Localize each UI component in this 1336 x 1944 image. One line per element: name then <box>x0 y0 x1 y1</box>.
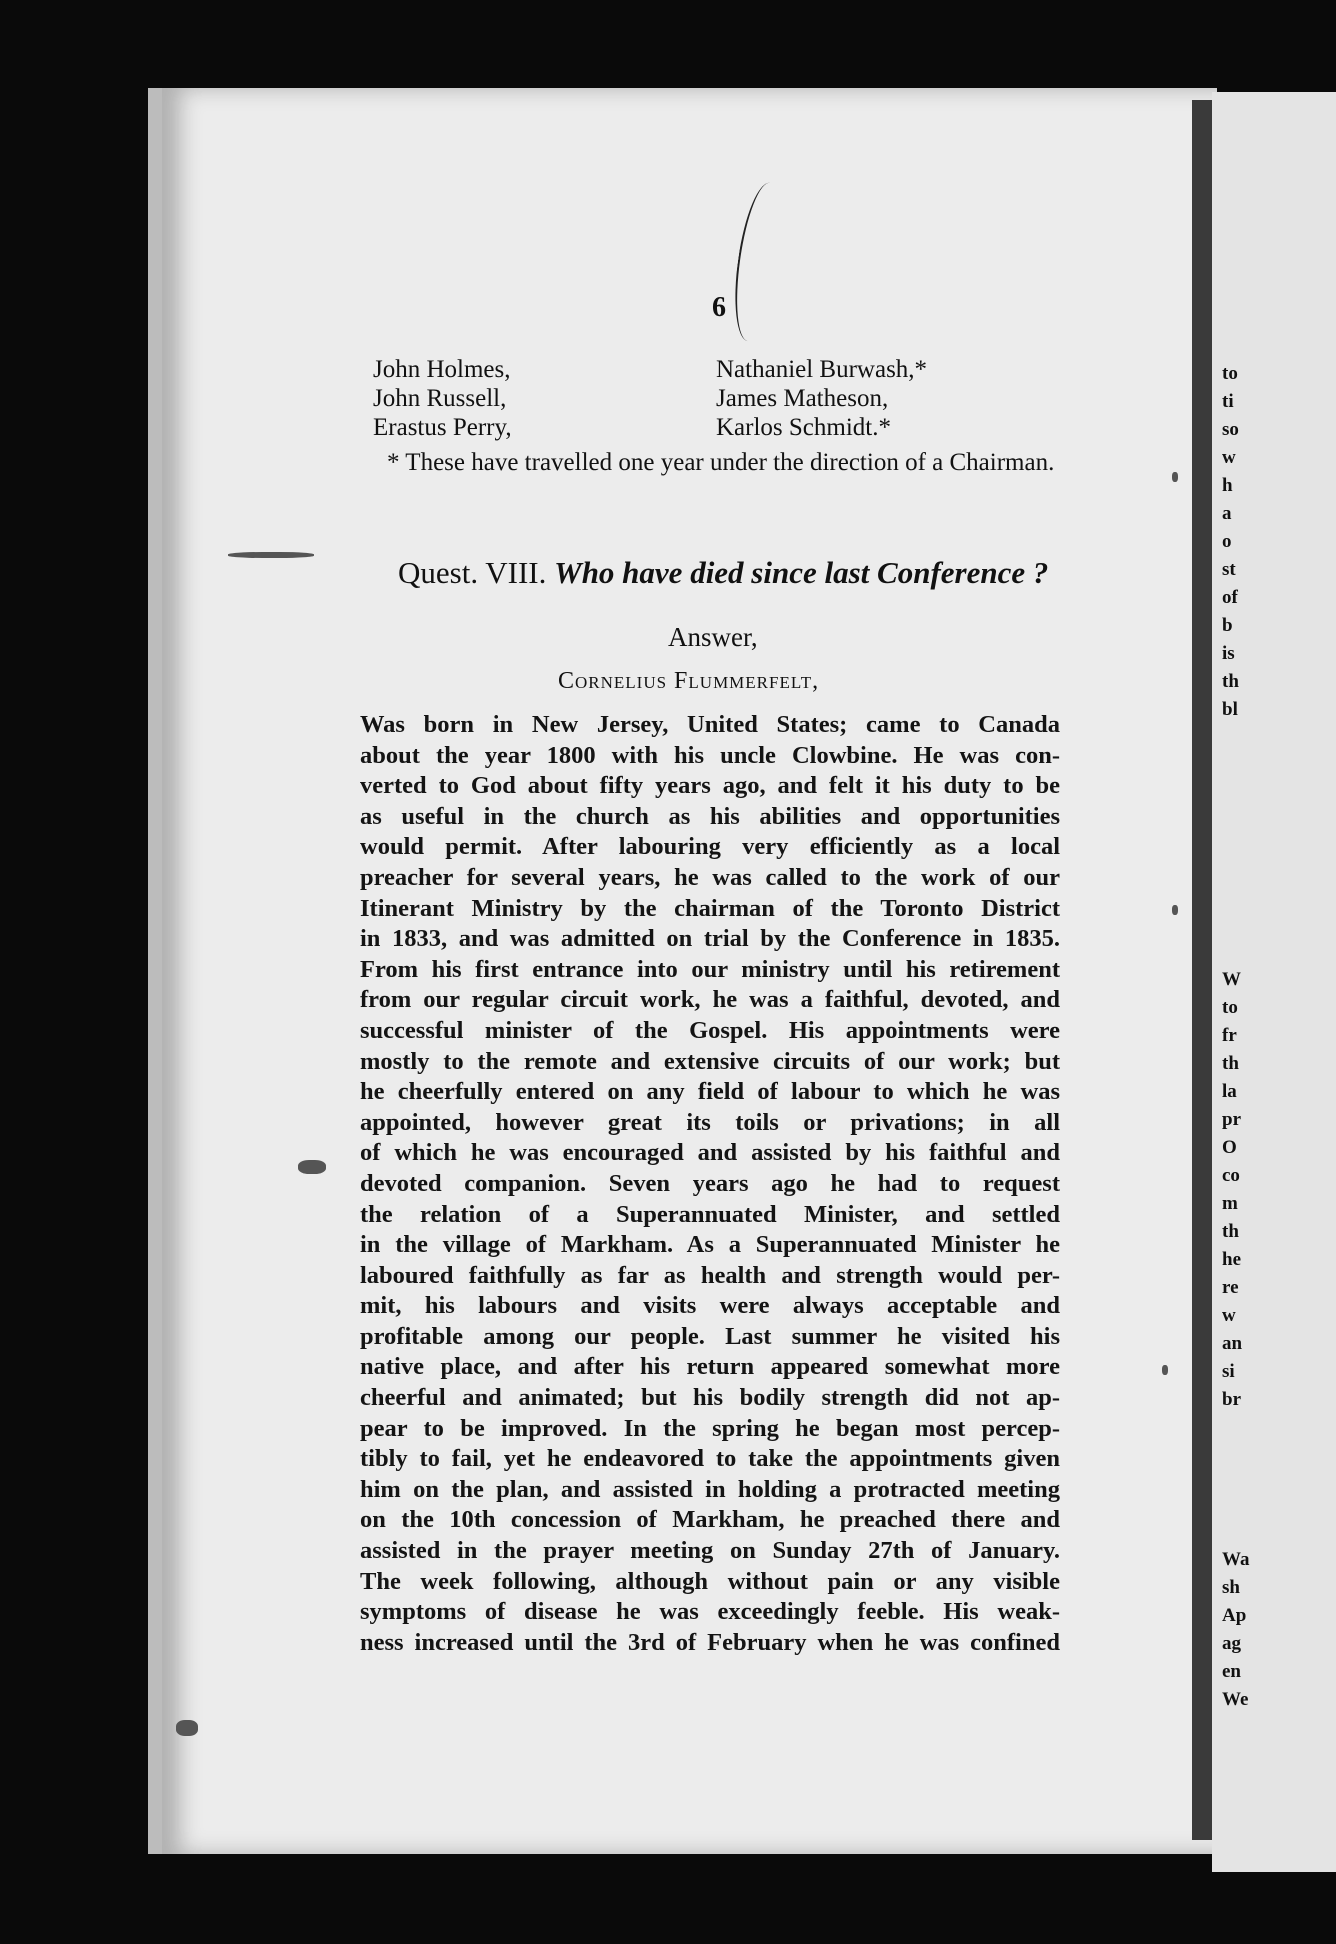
body-line: pear to be improved. In the spring he began most percep- <box>360 1414 1060 1442</box>
body-line: From his first entrance into our ministry until his retirement <box>360 955 1060 983</box>
footnote: * These have travelled one year under the direction of a Chairman. <box>387 449 1055 476</box>
adjacent-page-text: re <box>1222 1277 1239 1298</box>
names-left-column <box>373 355 512 442</box>
body-line: cheerful and animated; but his bodily strength did not ap- <box>360 1384 1060 1412</box>
page-gutter <box>1192 100 1212 1840</box>
body-line: Itinerant Ministry by the chairman of the Toronto District <box>360 894 1060 922</box>
body-line: successful minister of the Gospel. His appointments were <box>360 1016 1060 1044</box>
adjacent-page-text: m <box>1222 1193 1238 1214</box>
adjacent-page-text: We <box>1222 1689 1249 1710</box>
adjacent-page-text: w <box>1222 447 1236 468</box>
body-line: mit, his labours and visits were always acceptable and <box>360 1292 1060 1320</box>
adjacent-page-text: th <box>1222 1053 1239 1074</box>
name-entry: James Matheson, <box>716 385 889 412</box>
adjacent-page-text: bl <box>1222 699 1238 720</box>
body-line: him on the plan, and assisted in holding a protracted meeting <box>360 1475 1060 1503</box>
adjacent-page-text: O <box>1222 1137 1237 1158</box>
body-line: devoted companion. Seven years ago he had to request <box>360 1169 1060 1197</box>
question-text: Who have died since last Conference ? <box>554 555 1049 590</box>
body-line: The week following, although without pain or any visible <box>360 1567 1060 1595</box>
ink-smudge <box>176 1720 198 1736</box>
adjacent-page-text: la <box>1222 1081 1237 1102</box>
ink-smudge <box>1172 905 1178 915</box>
ink-smudge <box>298 1160 326 1174</box>
body-line: would permit. After labouring very efficiently as a local <box>360 833 1060 861</box>
adjacent-page-text: Ap <box>1222 1605 1247 1626</box>
body-line: of which he was encouraged and assisted by his faithful and <box>360 1139 1060 1167</box>
adjacent-page-text: h <box>1222 475 1233 496</box>
adjacent-page-text: pr <box>1222 1109 1241 1130</box>
body-line: as useful in the church as his abilities and opportunities <box>360 802 1060 830</box>
answer-heading: Answer, <box>668 622 758 652</box>
ink-smudge <box>1162 1365 1168 1375</box>
adjacent-page-text: co <box>1222 1165 1240 1186</box>
adjacent-page-text: ag <box>1222 1633 1241 1654</box>
adjacent-page-text: ti <box>1222 391 1234 412</box>
name-entry: Karlos Schmidt.* <box>716 414 891 441</box>
page-number: 6 <box>712 292 726 323</box>
question-heading <box>398 555 1048 591</box>
adjacent-page-text: to <box>1222 363 1238 384</box>
body-line: on the 10th concession of Markham, he preached there and <box>360 1506 1060 1534</box>
name-entry: Nathaniel Burwash,* <box>716 356 928 383</box>
adjacent-page-text: th <box>1222 671 1239 692</box>
adjacent-page-text: sh <box>1222 1577 1240 1598</box>
adjacent-page-fragment <box>1212 92 1336 1872</box>
body-line: assisted in the prayer meeting on Sunday 27th of January. <box>360 1537 1060 1565</box>
adjacent-page-text: w <box>1222 1305 1236 1326</box>
body-line: from our regular circuit work, he was a faithful, devoted, and <box>360 986 1060 1014</box>
adjacent-page-text: is <box>1222 643 1235 664</box>
adjacent-page-text: W <box>1222 969 1241 990</box>
adjacent-page-text: he <box>1222 1249 1241 1270</box>
obituary-body <box>360 710 1060 1658</box>
names-right-column <box>716 355 927 442</box>
body-line: ness increased until the 3rd of February when he was confined <box>360 1628 1060 1656</box>
adjacent-page-text: st <box>1222 559 1236 580</box>
adjacent-page-text: th <box>1222 1221 1239 1242</box>
body-line: mostly to the remote and extensive circuits of our work; but <box>360 1047 1060 1075</box>
adjacent-page-text: of <box>1222 587 1238 608</box>
name-entry: Erastus Perry, <box>373 414 512 441</box>
adjacent-page-text: br <box>1222 1389 1241 1410</box>
body-line: laboured faithfully as far as health and strength would per- <box>360 1261 1060 1289</box>
adjacent-page-text: en <box>1222 1661 1241 1682</box>
body-line: the relation of a Superannuated Minister, and settled <box>360 1200 1060 1228</box>
ink-smudge <box>228 552 314 558</box>
body-line: verted to God about fifty years ago, and felt it his duty to be <box>360 772 1060 800</box>
body-line: symptoms of disease he was exceedingly feeble. His weak- <box>360 1598 1060 1626</box>
adjacent-page-text: b <box>1222 615 1233 636</box>
body-line: appointed, however great its toils or privations; in all <box>360 1108 1060 1136</box>
name-entry: John Holmes, <box>373 356 511 383</box>
body-line: about the year 1800 with his uncle Clowbine. He was con- <box>360 741 1060 769</box>
adjacent-page-text: fr <box>1222 1025 1237 1046</box>
body-line: Was born in New Jersey, United States; came to Canada <box>360 711 1060 738</box>
adjacent-page-text: so <box>1222 419 1239 440</box>
body-line: in the village of Markham. As a Superannuated Minister he <box>360 1231 1060 1259</box>
adjacent-page-text: an <box>1222 1333 1243 1354</box>
body-line: in 1833, and was admitted on trial by the Conference in 1835. <box>360 925 1060 953</box>
name-entry: John Russell, <box>373 385 507 412</box>
body-line: native place, and after his return appeared somewhat more <box>360 1353 1060 1381</box>
adjacent-page-text: o <box>1222 531 1232 552</box>
body-line: he cheerfully entered on any field of labour to which he was <box>360 1078 1060 1106</box>
adjacent-page-text: to <box>1222 997 1238 1018</box>
body-line: preacher for several years, he was called to the work of our <box>360 863 1060 891</box>
adjacent-page-text: Wa <box>1222 1549 1250 1570</box>
body-line: profitable among our people. Last summer he visited his <box>360 1322 1060 1350</box>
deceased-name: Cornelius Flummerfelt, <box>558 668 820 694</box>
ink-smudge <box>1172 472 1178 482</box>
adjacent-page-text: si <box>1222 1361 1235 1382</box>
question-label: Quest. VIII. <box>398 555 547 590</box>
adjacent-page-text: a <box>1222 503 1232 524</box>
body-line: tibly to fail, yet he endeavored to take the appointments given <box>360 1445 1060 1473</box>
